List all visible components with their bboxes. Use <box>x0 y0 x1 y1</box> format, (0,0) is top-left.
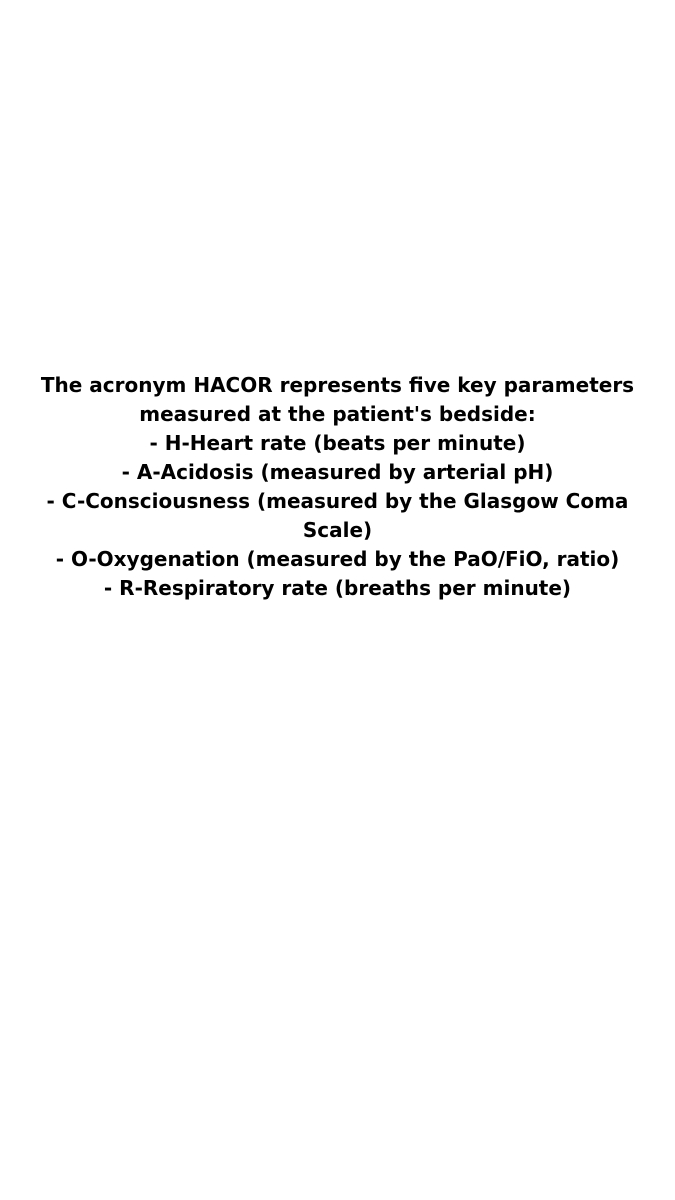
list-item-consciousness: - C-Consciousness (measured by the Glasgow Coma Scale) <box>46 489 629 542</box>
intro-text: The acronym HACOR represents five key parameters measured at the patient's bedside: <box>40 373 635 426</box>
list-item-respiratory-rate: - R-Respiratory rate (breaths per minute) <box>103 576 572 600</box>
list-item-heart-rate: - H-Heart rate (beats per minute) <box>149 431 526 455</box>
list-item-acidosis: - A-Acidosis (measured by arterial pH) <box>121 460 554 484</box>
hacor-note <box>0 371 675 603</box>
list-item-oxygenation: - O-Oxygenation (measured by the PaO/FiO, ratio) <box>55 547 620 571</box>
